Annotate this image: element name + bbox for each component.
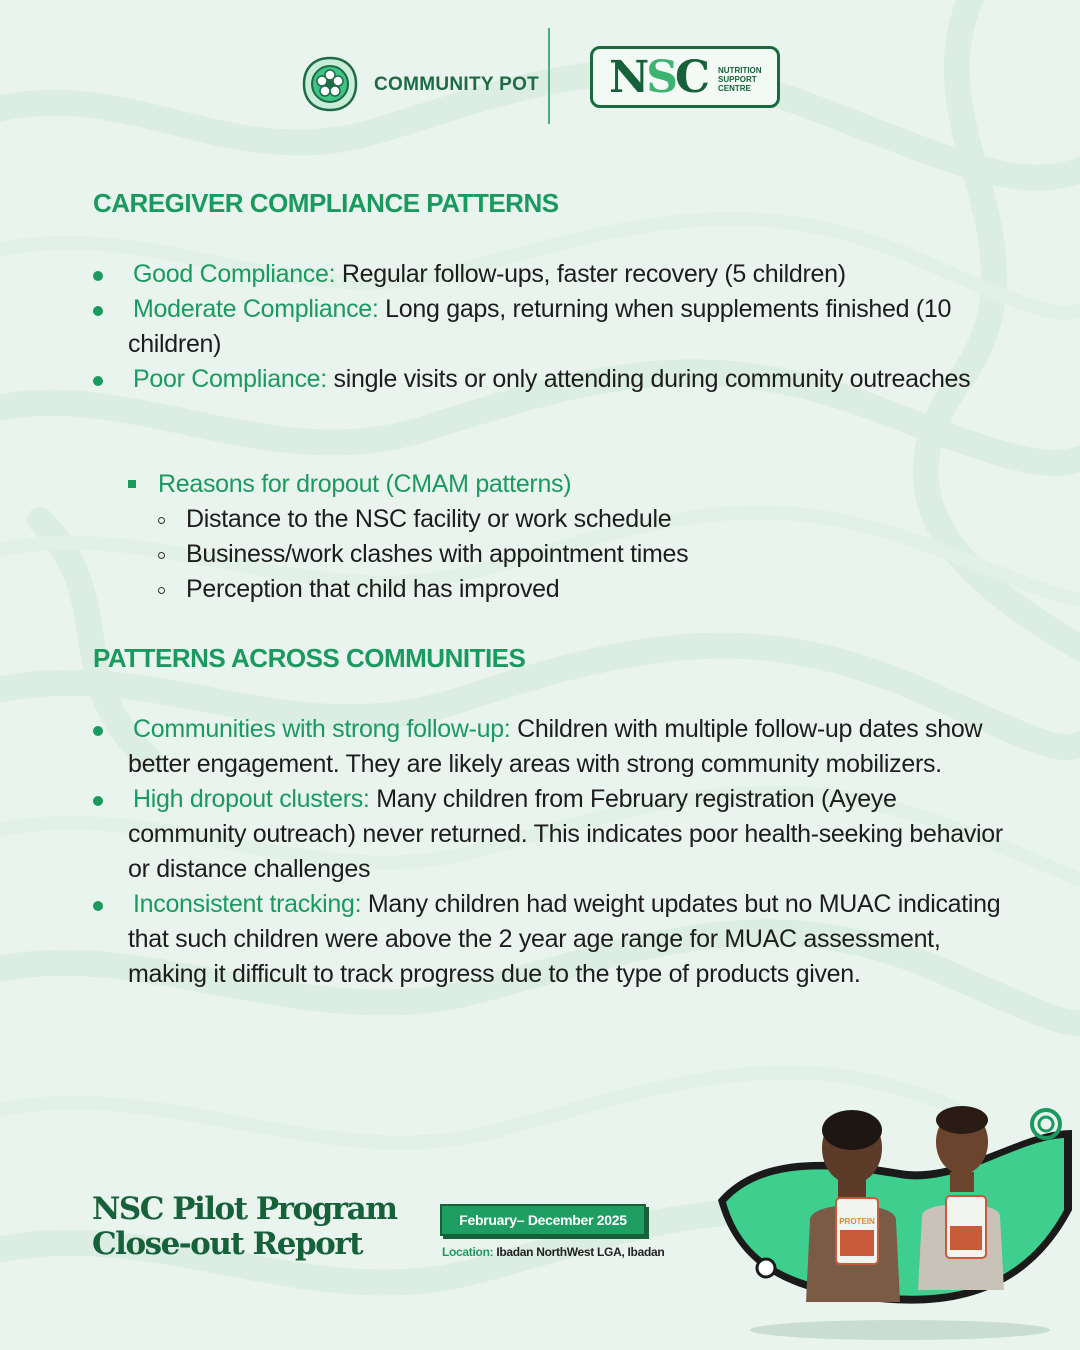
circle-bullet-icon — [158, 517, 165, 524]
header — [0, 0, 1080, 160]
location-text — [442, 1245, 664, 1259]
report-title-line: NSC Pilot Program — [92, 1191, 397, 1227]
children-photo-illustration — [700, 1090, 1080, 1350]
item-label: Communities with strong follow-up: — [133, 715, 511, 743]
community-pot-logo-icon — [300, 54, 360, 114]
item-text: Many children from February registration (Ayeye community outreach) never returned. This indicates poor health-seeking behavior or distance challenges — [128, 785, 1003, 883]
list-item — [93, 887, 1003, 992]
nsc-logo-mark — [609, 52, 707, 104]
dropout-reasons-list — [158, 502, 688, 607]
reason-text: Business/work clashes with appointment times — [186, 540, 689, 568]
bullet-icon — [93, 726, 103, 736]
section-title: CAREGIVER COMPLIANCE PATTERNS — [93, 188, 559, 218]
item-text: Children with multiple follow-up dates show better engagement. They are likely areas with strong community mobilizers. — [128, 715, 983, 778]
nsc-logo — [590, 46, 780, 108]
communities-list — [93, 712, 1003, 992]
item-label: High dropout clusters: — [133, 785, 370, 813]
nsc-sub-line: CENTRE — [718, 84, 751, 93]
square-bullet-icon — [128, 480, 136, 488]
list-item — [158, 572, 688, 607]
bullet-icon — [93, 306, 103, 316]
list-item — [158, 502, 688, 537]
list-item — [93, 257, 1003, 292]
item-text: Regular follow-ups, faster recovery (5 children) — [335, 260, 846, 288]
bullet-icon — [93, 901, 103, 911]
date-range-badge: February– December 2025 — [440, 1204, 646, 1236]
nsc-sub-line: SUPPORT — [718, 75, 757, 84]
item-text: Many children had weight updates but no MUAC indicating that such children were above the 2 year age range for MUAC assessment, making it difficult to track progress due to the type of products given. — [128, 890, 1001, 988]
nsc-logo-mark-text — [609, 52, 707, 103]
report-title-line: Close-out Report — [92, 1226, 362, 1262]
list-item — [93, 782, 1003, 887]
nsc-logo-subtitle — [718, 66, 762, 93]
list-item — [93, 292, 1003, 362]
nsc-sub-line: NUTRITION — [718, 66, 762, 75]
nsc-logo-letter: C — [675, 52, 708, 103]
list-item — [93, 712, 1003, 782]
section-title: PATTERNS ACROSS COMMUNITIES — [93, 643, 526, 673]
nsc-logo-letter: N — [609, 52, 647, 103]
list-item — [93, 362, 1003, 397]
item-text: Long gaps, returning when supplements finished (10 children) — [128, 295, 952, 358]
header-divider — [548, 28, 550, 124]
list-item — [158, 537, 688, 572]
location-value: Ibadan NorthWest LGA, Ibadan — [493, 1245, 665, 1259]
product-pack-label: PROTEIN — [839, 1217, 875, 1226]
circle-bullet-icon — [158, 587, 165, 594]
reason-text: Distance to the NSC facility or work schedule — [186, 505, 672, 533]
reason-text: Perception that child has improved — [186, 575, 560, 603]
circle-bullet-icon — [158, 552, 165, 559]
bullet-icon — [93, 376, 103, 386]
bullet-icon — [93, 271, 103, 281]
report-title — [92, 1192, 397, 1262]
location-label: Location: — [442, 1245, 494, 1259]
item-label: Moderate Compliance: — [133, 295, 379, 323]
bullet-icon — [93, 796, 103, 806]
item-label: Inconsistent tracking: — [133, 890, 362, 918]
nsc-logo-letter: S — [646, 52, 675, 103]
item-label: Poor Compliance: — [133, 365, 327, 393]
sub-heading-text: Reasons for dropout (CMAM patterns) — [158, 470, 572, 498]
community-pot-logo-text: COMMUNITY POT — [374, 74, 540, 95]
item-text: single visits or only attending during community outreaches — [326, 365, 971, 393]
compliance-list — [93, 257, 1003, 397]
item-label: Good Compliance: — [133, 260, 336, 288]
